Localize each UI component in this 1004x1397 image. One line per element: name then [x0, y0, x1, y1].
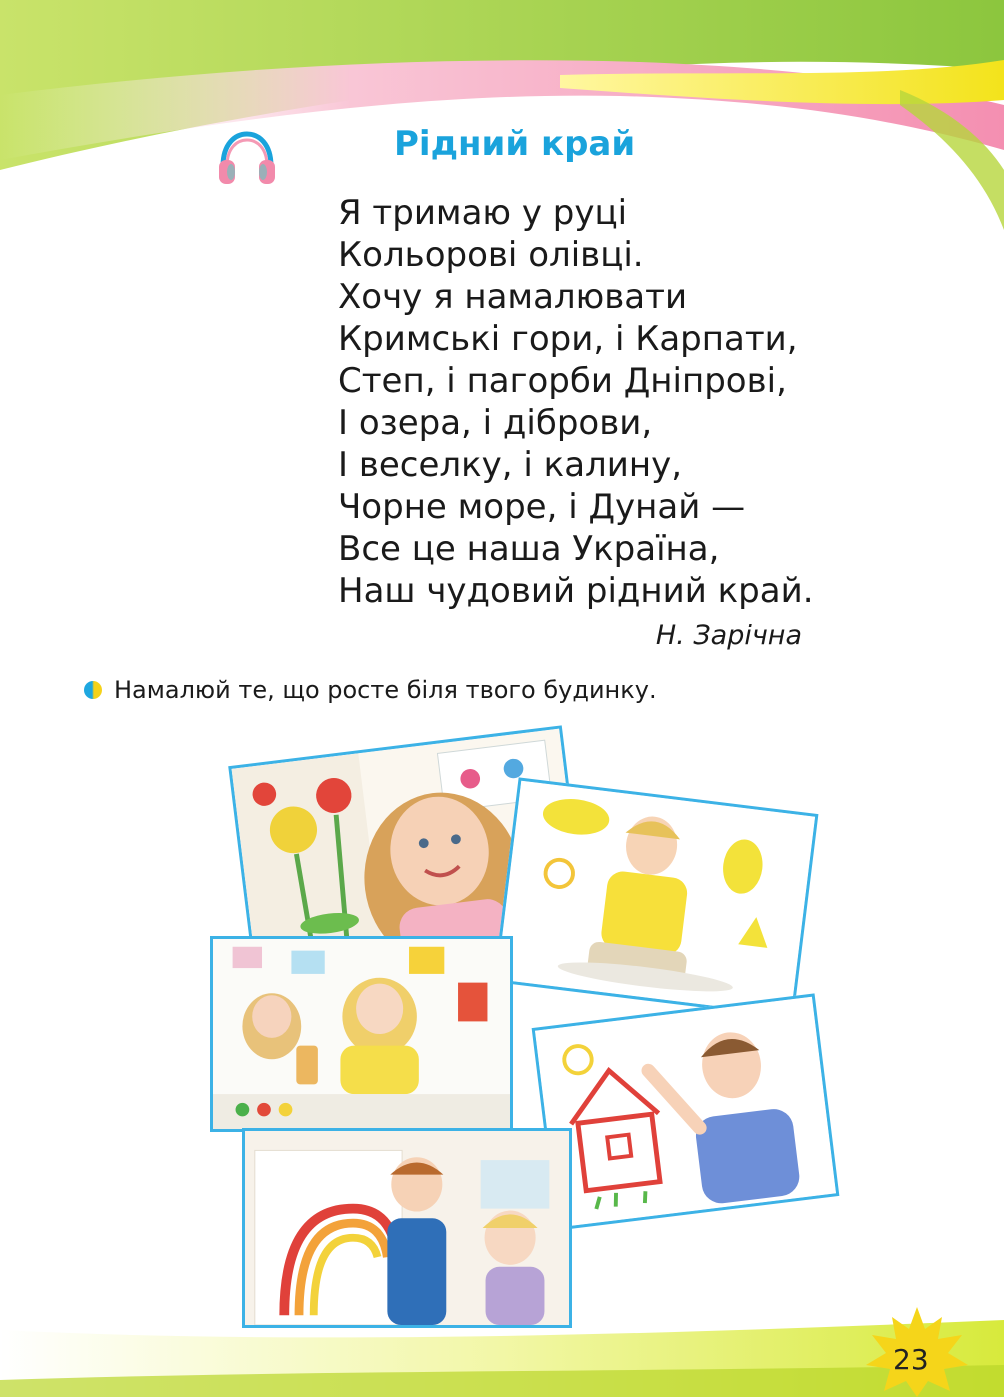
poem-author: Н. Зарічна [655, 620, 802, 651]
poem-line: І озера, і діброви, [338, 403, 653, 443]
poem-line: Все це наша Україна, [338, 529, 720, 569]
task-text: Намалюй те, що росте біля твого будинку. [114, 676, 657, 704]
poem-line: І веселку, і калину, [338, 445, 683, 485]
photo-girls-table [210, 936, 513, 1132]
poem-line: Хочу я намалювати [338, 277, 688, 317]
headphones-icon[interactable] [215, 130, 279, 188]
bullet-icon [84, 681, 102, 699]
poem-line: Я тримаю у руці [338, 193, 628, 233]
task-instruction [84, 676, 657, 704]
photo-rainbow [242, 1128, 572, 1328]
poem-line: Степ, і пагорби Дніпрові, [338, 361, 787, 401]
poem-line: Наш чудовий рідний край. [338, 571, 814, 611]
poem-line: Чорне море, і Дунай — [338, 487, 746, 527]
page-number: 23 [893, 1343, 929, 1376]
photo-boy-house [532, 993, 840, 1230]
poem-line: Кольорові олівці. [338, 235, 644, 275]
poem [338, 192, 814, 612]
photo-boy-yellow [494, 777, 819, 1018]
page-title: Рідний край [394, 124, 636, 164]
poem-line: Кримські гори, і Карпати, [338, 319, 798, 359]
